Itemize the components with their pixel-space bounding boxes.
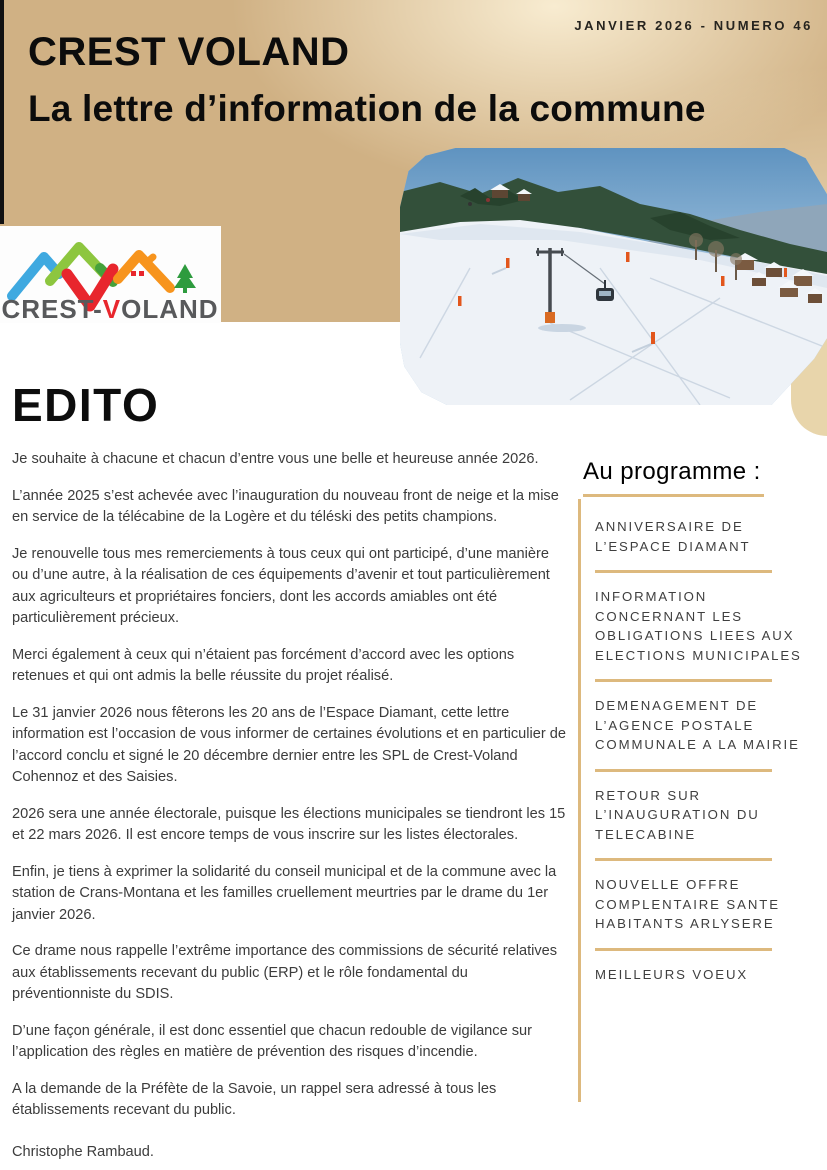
sidebar-heading: Au programme : — [583, 458, 761, 485]
issue-label: JANVIER 2026 - NUMERO 46 — [574, 18, 813, 33]
sidebar-separator — [595, 679, 772, 682]
edito-paragraph: Ce drame nous rappelle l’extrême importance des commissions de sécurité relatives aux établissements recevant du public (ERP) et le rôle fondamental du préventionniste du SDIS. — [12, 943, 558, 1002]
sidebar-item: INFORMATION CONCERNANT LES OBLIGATIONS LIEES AUX ELECTIONS MUNICIPALES — [595, 589, 802, 663]
sidebar-separator — [595, 769, 772, 772]
sidebar-item: RETOUR SUR L’INAUGURATION DU TELECABINE — [595, 787, 760, 842]
crest-voland-logo — [0, 226, 221, 323]
sidebar-separator — [595, 570, 772, 573]
edito-paragraph: A la demande de la Préfète de la Savoie, un rappel sera adressé à tous les établissements recevant du public. — [12, 1080, 497, 1118]
logo-wordmark: CREST-VOLAND — [1, 294, 219, 323]
edito-paragraph: Je renouvelle tous mes remerciements à tous ceux qui ont participé, d’une manière ou d’une autre, à la réalisation de ces équipements d’avenir et tout particulièrement aux agriculteurs et propriétaires fonciers, dont les accords amiables ont été particulièrement précieux. — [12, 545, 550, 626]
sidebar-item: DEMENAGEMENT DE L’AGENCE POSTALE COMMUNALE A LA MAIRIE — [595, 698, 800, 752]
sidebar-separator — [595, 858, 772, 861]
mountain-logo-icon — [0, 226, 221, 323]
programme-sidebar — [583, 458, 823, 1102]
page-subtitle: La lettre d’information de la commune — [28, 88, 706, 129]
sidebar-separator — [595, 948, 772, 951]
edito-paragraph: 2026 sera une année électorale, puisque les élections municipales se tiendront les 15 et 22 mars 2026. Il est encore temps de vous inscrire sur les listes électorales. — [12, 805, 566, 843]
ski-slope-scene — [400, 148, 827, 405]
sidebar-items — [578, 499, 823, 1102]
edito-paragraph: Le 31 janvier 2026 nous fêterons les 20 ans de l’Espace Diamant, cette lettre information est l’occasion de vous informer de certaines évolutions et en particulier de l’accord conclu et signé le 20 décembre dernier entre les SPL de Crest-Voland Cohennoz et des Saisies. — [12, 704, 567, 785]
page-left-border — [0, 0, 4, 224]
sidebar-heading-rule — [583, 494, 764, 497]
edito-paragraph: D’une façon générale, il est donc essentiel que chacun redouble de vigilance sur l’application des règles en matière de prévention des risques d’incendie. — [12, 1022, 533, 1060]
edito-paragraph: Je souhaite à chacune et chacun d’entre vous une belle et heureuse année 2026. — [12, 451, 539, 467]
sidebar-item: NOUVELLE OFFRE COMPLENTAIRE SANTE HABITANTS ARLYSERE — [595, 877, 780, 931]
edito-heading: EDITO — [12, 379, 160, 431]
sidebar-item: MEILLEURS VOEUX — [595, 966, 749, 982]
edito-paragraph: L’année 2025 s’est achevée avec l’inauguration du nouveau front de neige et la mise en service de la télécabine de la Logère et du téléski des petits champions. — [12, 487, 559, 525]
ski-slope-photo — [400, 148, 827, 405]
page-title: CREST VOLAND — [28, 30, 350, 74]
edito-paragraph: Enfin, je tiens à exprimer la solidarité du conseil municipal et de la commune avec la station de Crans-Montana et les familles cruellement meurtries par le drame du 1er janvier 2026. — [12, 863, 557, 923]
edito-body — [12, 449, 568, 1163]
edito-paragraph: Merci également à ceux qui n’étaient pas forcément d’accord avec les options retenues et qui ont admis la belle réussite du projet réalisé. — [12, 646, 515, 684]
edito-signature: Christophe Rambaud. — [12, 1143, 154, 1160]
sidebar-item: ANNIVERSAIRE DE L’ESPACE DIAMANT — [595, 519, 751, 554]
